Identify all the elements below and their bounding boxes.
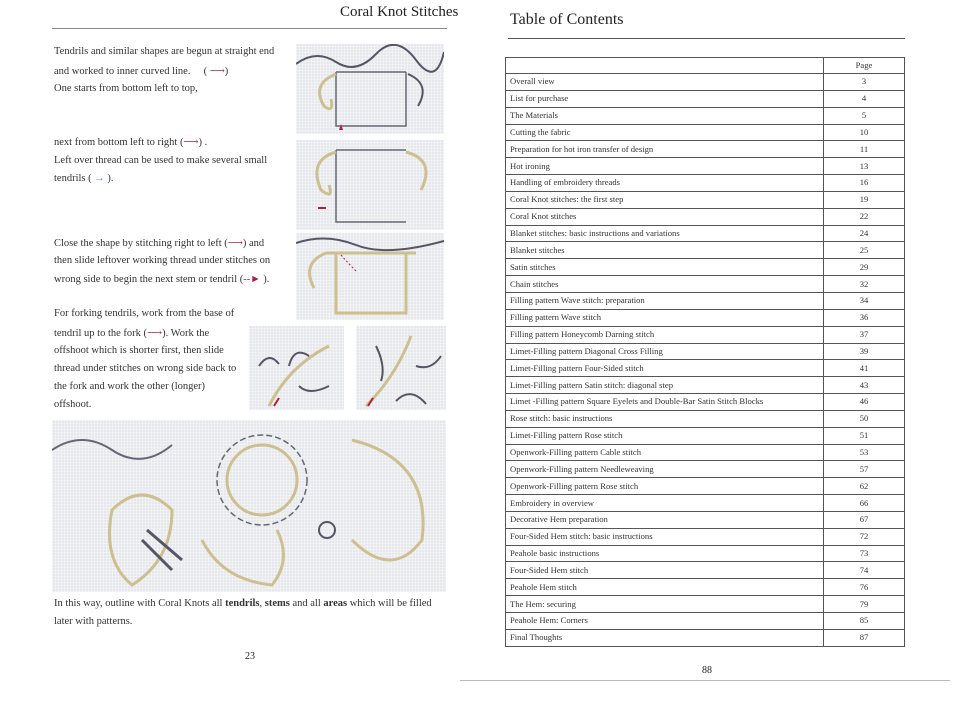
toc-entry-page: 24 [824,225,905,242]
toc-entry-page: 66 [824,495,905,512]
toc-entry-page: 46 [824,394,905,411]
toc-row [506,158,905,175]
caption-line: later with patterns. [54,616,133,627]
toc-header-row [506,58,905,74]
embroidery-photo-step1 [296,44,444,134]
toc-entry-page: 13 [824,158,905,175]
toc-row [506,175,905,192]
text-line: next from bottom left to right (⟶) . [54,137,208,148]
toc-entry-title: Preparation for hot iron transfer of design [506,141,824,158]
text-line: For forking tendrils, work from the base of [54,308,235,319]
toc-row [506,343,905,360]
page-number: 88 [702,665,712,676]
toc-row [506,377,905,394]
toc-entry-title: Limet -Filling pattern Square Eyelets and Double-Bar Satin Stitch Blocks [506,394,824,411]
text-line: tendrils ( → ). [54,173,114,184]
toc-row [506,74,905,91]
embroidery-photo-step2 [296,140,444,230]
toc-row [506,326,905,343]
toc-entry-page: 43 [824,377,905,394]
toc-row [506,259,905,276]
toc-entry-title: Final Thoughts [506,629,824,646]
toc-row [506,107,905,124]
arrow-icon: ⟶ [209,66,225,77]
footer-rule [460,680,950,681]
toc-row [506,511,905,528]
embroidery-photo-overview [52,420,446,592]
toc-entry-title: Overall view [506,74,824,91]
toc-entry-title: Peahole Hem: Corners [506,613,824,630]
toc-entry-page: 39 [824,343,905,360]
toc-entry-title: Peahole Hem stitch [506,579,824,596]
toc-entry-page: 74 [824,562,905,579]
text-line: offshoot which is shorter first, then slide [54,345,224,356]
toc-entry-page: 4 [824,90,905,107]
toc-entry-title: Limet-Filling pattern Diagonal Cross Filling [506,343,824,360]
toc-entry-page: 10 [824,124,905,141]
toc-entry-page: 22 [824,208,905,225]
toc-entry-page: 62 [824,478,905,495]
toc-row [506,242,905,259]
toc-entry-title: Hot ironing [506,158,824,175]
text-line: One starts from bottom left to top, [54,83,198,94]
toc-table [505,57,905,647]
title-rule [508,38,905,39]
toc-entry-title: Limet-Filling pattern Rose stitch [506,427,824,444]
arrow-icon: ⟶ [227,238,243,249]
toc-row [506,292,905,309]
toc-row [506,410,905,427]
toc-entry-page: 85 [824,613,905,630]
toc-entry-title: Limet-Filling pattern Satin stitch: diagonal step [506,377,824,394]
toc-entry-title: Limet-Filling pattern Four-Sided stitch [506,360,824,377]
text-line: Close the shape by stitching right to left (⟶) and [54,238,265,249]
toc-row [506,562,905,579]
toc-row [506,309,905,326]
toc-row [506,613,905,630]
toc-entry-page: 36 [824,309,905,326]
toc-row [506,191,905,208]
toc-row [506,495,905,512]
toc-row [506,394,905,411]
toc-row [506,461,905,478]
toc-entry-page: 11 [824,141,905,158]
toc-entry-title: Openwork-Filling pattern Rose stitch [506,478,824,495]
toc-entry-title: List for purchase [506,90,824,107]
text-line: the fork and work the other (longer) [54,381,206,392]
toc-row [506,528,905,545]
toc-row [506,545,905,562]
text-line: offshoot. [54,399,92,410]
toc-entry-title: Openwork-Filling pattern Needleweaving [506,461,824,478]
toc-entry-page: 67 [824,511,905,528]
toc-entry-page: 34 [824,292,905,309]
toc-row [506,276,905,293]
toc-entry-title: Blanket stitches [506,242,824,259]
embroidery-photo-fork2 [356,326,446,410]
toc-entry-title: Rose stitch: basic instructions [506,410,824,427]
text-line: and worked to inner curved line. ( ⟶) [54,66,229,77]
page-column-header: Page [824,58,905,74]
toc-entry-page: 57 [824,461,905,478]
toc-title: Table of Contents [510,11,624,28]
toc-entry-title: Blanket stitches: basic instructions and variations [506,225,824,242]
toc-entry-title: Satin stitches [506,259,824,276]
header-rule [52,28,447,29]
toc-entry-title: Chain stitches [506,276,824,293]
toc-entry-page: 76 [824,579,905,596]
toc-row [506,444,905,461]
toc-row [506,596,905,613]
toc-entry-title: Four-Sided Hem stitch: basic instructions [506,528,824,545]
toc-row [506,579,905,596]
toc-entry-page: 53 [824,444,905,461]
toc-entry-title: Handling of embroidery threads [506,175,824,192]
toc-entry-title: Four-Sided Hem stitch [506,562,824,579]
toc-entry-title: Coral Knot stitches [506,208,824,225]
embroidery-photo-fork1 [249,326,344,410]
toc-row [506,208,905,225]
arrow-icon: → [94,173,105,184]
toc-row [506,124,905,141]
toc-entry-title: Embroidery in overview [506,495,824,512]
toc-entry-title: Coral Knot stitches: the first step [506,191,824,208]
toc-entry-page: 87 [824,629,905,646]
toc-row [506,478,905,495]
toc-entry-title: Openwork-Filling pattern Cable stitch [506,444,824,461]
toc-entry-page: 25 [824,242,905,259]
toc-entry-page: 16 [824,175,905,192]
dashed-arrow-icon: --► [243,274,261,285]
toc-row [506,360,905,377]
text-line: then slide leftover working thread under stitches on [54,255,271,266]
toc-entry-page: 19 [824,191,905,208]
text-line: wrong side to begin the next stem or tendril (--► ). [54,274,270,285]
text-line: thread under stitches on wrong side back to [54,363,237,374]
toc-row [506,141,905,158]
arrow-icon: ⟶ [183,137,199,148]
toc-entry-title: Peahole basic instructions [506,545,824,562]
left-page-header: Coral Knot Stitches [340,4,459,20]
toc-entry-page: 73 [824,545,905,562]
embroidery-photo-step3 [296,233,444,320]
caption-line: In this way, outline with Coral Knots all tendrils, stems and all areas which will be filled [54,598,432,609]
toc-entry-page: 41 [824,360,905,377]
toc-entry-page: 29 [824,259,905,276]
toc-entry-page: 72 [824,528,905,545]
toc-entry-title: The Materials [506,107,824,124]
page-number: 23 [245,651,255,662]
toc-entry-page: 5 [824,107,905,124]
toc-entry-page: 32 [824,276,905,293]
toc-entry-page: 37 [824,326,905,343]
toc-entry-page: 50 [824,410,905,427]
toc-entry-title: Filling pattern Wave stitch [506,309,824,326]
text-line: Tendrils and similar shapes are begun at straight end [54,46,275,57]
toc-entry-page: 79 [824,596,905,613]
toc-entry-page: 51 [824,427,905,444]
toc-row [506,225,905,242]
toc-entry-title: Filling pattern Honeycomb Darning stitch [506,326,824,343]
toc-row [506,427,905,444]
text-line: Left over thread can be used to make several small [54,155,268,166]
toc-row [506,90,905,107]
toc-entry-title: Cutting the fabric [506,124,824,141]
toc-row [506,629,905,646]
toc-entry-title: The Hem: securing [506,596,824,613]
arrow-icon: ⟶ [147,328,163,339]
toc-entry-title: Decorative Hem preparation [506,511,824,528]
toc-entry-title: Filling pattern Wave stitch: preparation [506,292,824,309]
toc-entry-page: 3 [824,74,905,91]
text-line: tendril up to the fork (⟶). Work the [54,328,210,339]
